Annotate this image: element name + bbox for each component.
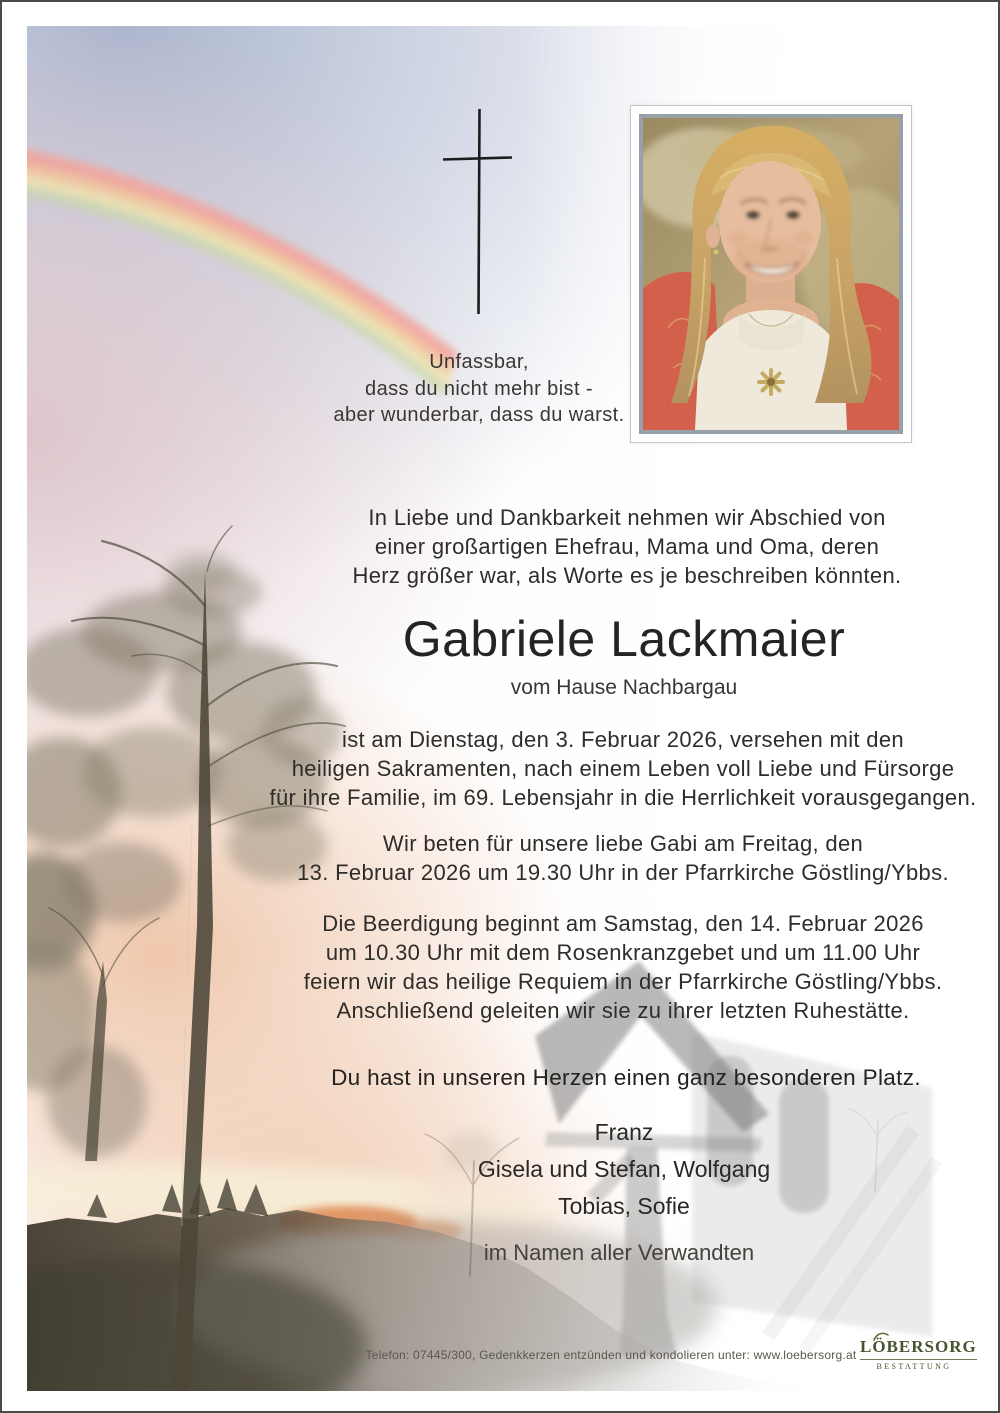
funeral-home-logo	[860, 1337, 977, 1371]
funeral-line: Die Beerdigung beginnt am Samstag, den 14. Februar 2026	[322, 911, 924, 936]
mourner-name: Gisela und Stefan, Wolfgang	[477, 1156, 771, 1182]
intro-line: In Liebe und Dankbarkeit nehmen wir Abschied von	[368, 505, 886, 530]
prayer-line: 13. Februar 2026 um 19.30 Uhr in der Pfarrkirche Göstling/Ybbs.	[297, 860, 949, 885]
passing-line: ist am Dienstag, den 3. Februar 2026, versehen mit den	[341, 727, 904, 752]
portrait-frame	[639, 114, 903, 434]
logo-wordmark	[860, 1337, 977, 1360]
passing-text	[270, 725, 977, 812]
footer-contact: Telefon: 07445/300, Gedenkkerzen entzünden und kondolieren unter: www.loebersorg.at	[365, 1348, 857, 1362]
passing-line: für ihre Familie, im 69. Lebensjahr in die Herrlichkeit vorausgegangen.	[269, 785, 977, 810]
logo-text: LÖBERSORG	[860, 1337, 977, 1356]
deceased-name: Gabriele Lackmaier	[402, 611, 846, 667]
funeral-line: Anschließend geleiten wir sie zu ihrer letzten Ruhestätte.	[336, 998, 910, 1023]
logo-subtitle: BESTATTUNG	[876, 1362, 952, 1371]
christian-cross-icon	[440, 106, 520, 320]
funeral-text	[304, 909, 943, 1025]
funeral-line: um 10.30 Uhr mit dem Rosenkranzgebet und um 11.00 Uhr	[325, 940, 921, 965]
prayer-line: Wir beten für unsere liebe Gabi am Freitag, den	[382, 831, 864, 856]
mourners-list	[478, 1114, 770, 1225]
leaf-swash-icon	[873, 1331, 889, 1341]
intro-line: Herz größer war, als Worte es je beschreiben könnten.	[352, 563, 902, 588]
quote-line: Unfassbar,	[429, 351, 529, 373]
memorial-quote	[333, 349, 624, 429]
intro-line: einer großartigen Ehefrau, Mama und Oma, deren	[374, 534, 880, 559]
portrait-image	[643, 118, 899, 430]
on-behalf-text: im Namen aller Verwandten	[483, 1240, 755, 1265]
portrait-photo	[630, 105, 912, 443]
mourner-name: Tobias, Sofie	[558, 1193, 690, 1219]
passing-line: heiligen Sakramenten, nach einem Leben voll Liebe und Fürsorge	[291, 756, 955, 781]
quote-line: dass du nicht mehr bist -	[365, 377, 593, 400]
house-name: vom Hause Nachbargau	[510, 676, 738, 699]
funeral-line: feiern wir das heilige Requiem in der Pfarrkirche Göstling/Ybbs.	[303, 969, 943, 994]
mourner-name: Franz	[594, 1119, 654, 1145]
prayer-text	[297, 829, 949, 887]
quote-line: aber wunderbar, dass du warst.	[333, 404, 625, 426]
closing-text: Du hast in unseren Herzen einen ganz besonderen Platz.	[331, 1065, 921, 1090]
intro-text	[352, 503, 901, 590]
edelweiss-brooch	[759, 370, 783, 394]
